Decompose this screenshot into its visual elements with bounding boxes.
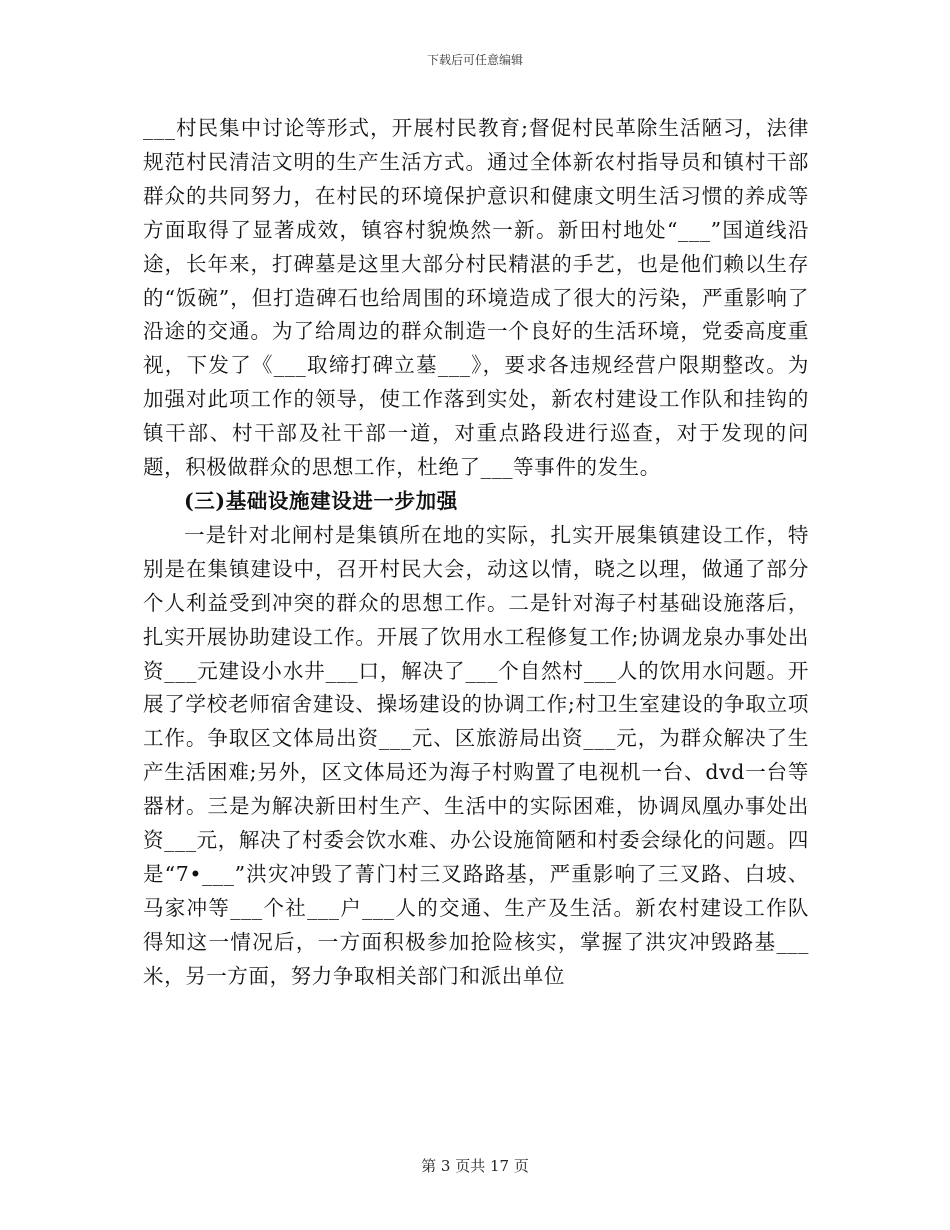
page-number-footer: 第 3 页共 17 页 <box>421 1157 529 1175</box>
document-body <box>143 112 809 994</box>
body-paragraph-2: 一是针对北闸村是集镇所在地的实际，扎实开展集镇建设工作，特别是在集镇建设中，召开村民大会，动这以情，晓之以理，做通了部分个人利益受到冲突的群众的思想工作。二是针对海子村基础设施落后，扎实开展协助建设工作。开展了饮用水工程修复工作;协调龙泉办事处出资___元建设小水井___口，解决了___个自然村___人的饮用水问题。开展了学校老师宿舍建设、操场建设的协调工作;村卫生室建设的争取立项工作。争取区文体局出资___元、区旅游局出资___元，为群众解决了生产生活困难;另外，区文体局还为海子村购置了电视机一台、dvd一台等器材。三是为解决新田村生产、生活中的实际困难，协调凤凰办事处出资___元，解决了村委会饮水难、办公设施简陋和村委会绿化的问题。四是“7•___”洪灾冲毁了菁门村三叉路路基，严重影响了三叉路、白坡、马家冲等___个社___户___人的交通、生产及生活。新农村建设工作队得知这一情况后，一方面积极参加抢险核实，掌握了洪灾冲毁路基___米，另一方面，努力争取相关部门和派出单位 <box>143 522 809 988</box>
body-paragraph-1: ___村民集中讨论等形式，开展村民教育;督促村民革除生活陋习，法律规范村民清洁文明的生产生活方式。通过全体新农村指导员和镇村干部群众的共同努力，在村民的环境保护意识和健康文明生活习惯的养成等方面取得了显著成效，镇容村貌焕然一新。新田村地处“___”国道线沿途，长年来，打碑墓是这里大部分村民精湛的手艺，也是他们赖以生存的“饭碗”，但打造碑石也给周围的环境造成了很大的污染，严重影响了沿途的交通。为了给周边的群众制造一个良好的生活环境，党委高度重视，下发了《___取缔打碑立墓___》，要求各违规经营户限期整改。为加强对此项工作的领导，使工作落到实处，新农村建设工作队和挂钩的镇干部、村干部及社干部一道，对重点路段进行巡查，对于发现的问题，积极做群众的思想工作，杜绝了___等事件的发生。 <box>143 116 809 480</box>
page-header: 下载后可任意编辑 <box>426 53 523 67</box>
section-heading: (三)基础设施建设进一步加强 <box>184 488 458 513</box>
